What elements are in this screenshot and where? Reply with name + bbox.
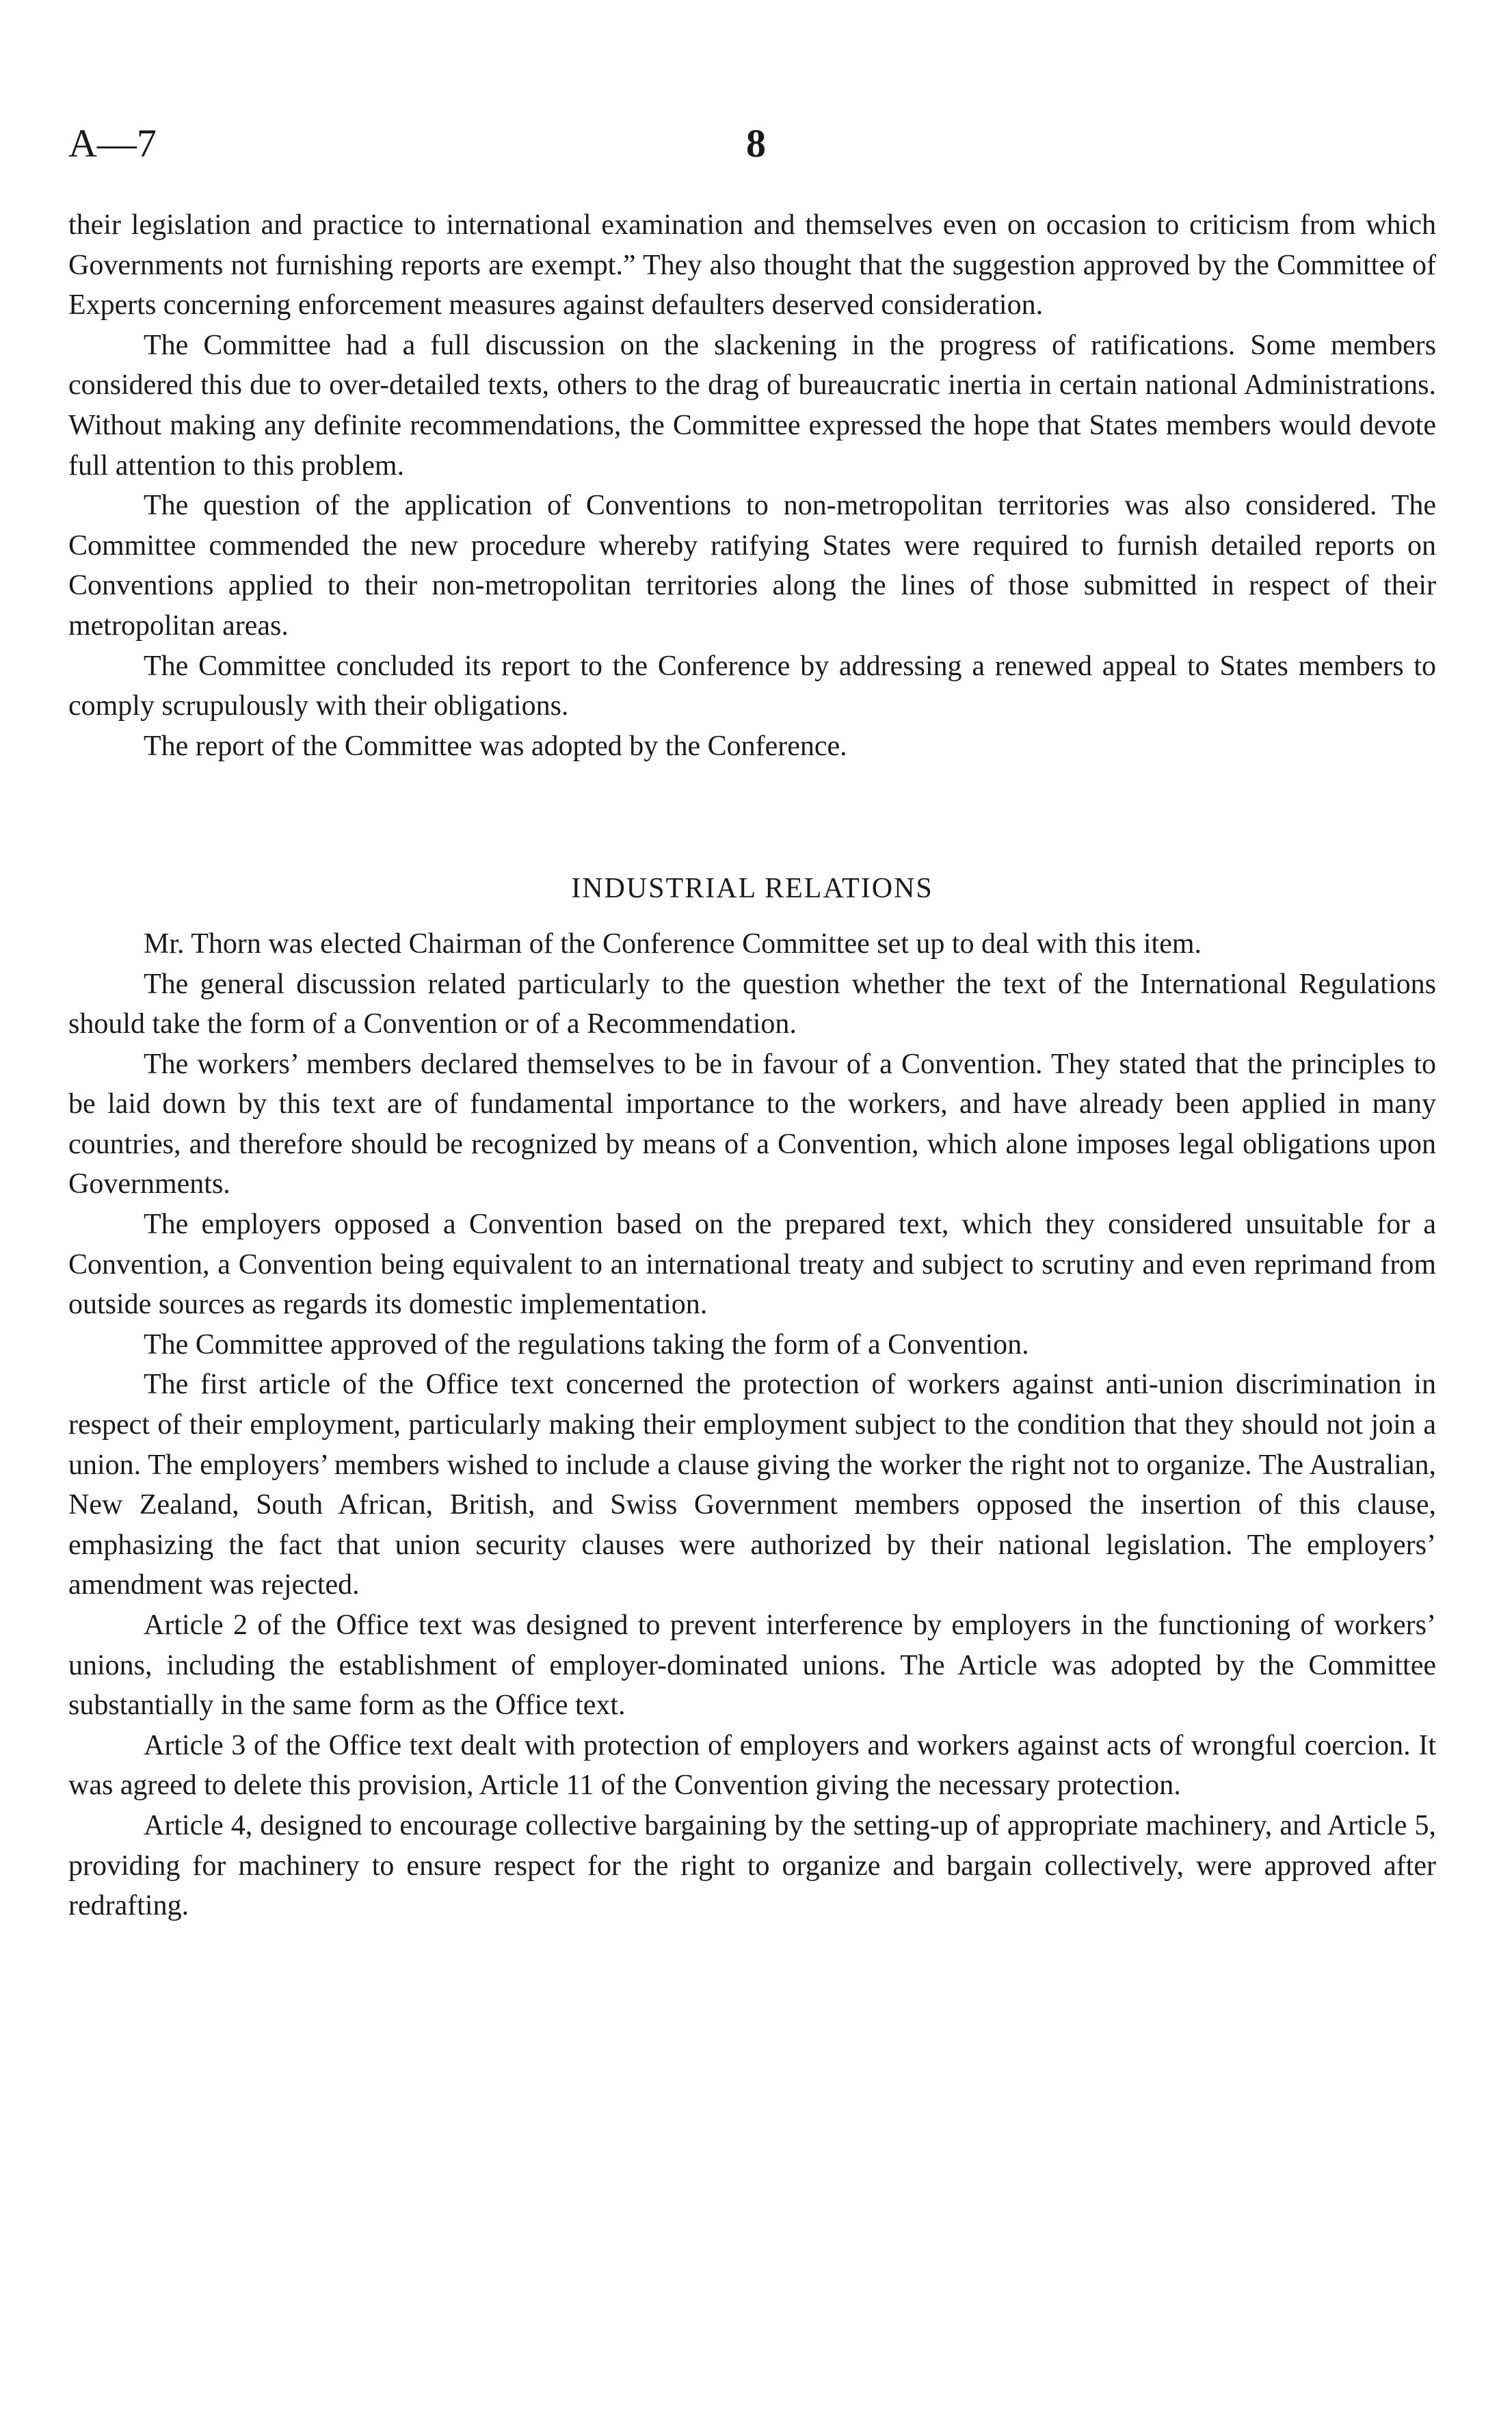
page-body <box>68 205 1436 1926</box>
paragraph-first-article: The first article of the Office text concerned the protection of workers against anti-union discrimination in respect of their employment, particularly making their employment subject to the condition that they should not join a union. The employers’ members wished to include a clause giving the worker the right not to organize. The Australian, New Zealand, South African, British, and Swiss Government members opposed the insertion of this clause, emphasizing the fact that union security clauses were authorized by their national legislation. The employers’ amendment was rejected. <box>68 1369 1436 1601</box>
paragraph-employers: The employers opposed a Convention based on the prepared text, which they considered unsuitable for a Convention, a Convention being equivalent to an international treaty and subject to scrutiny and even reprimand from outside sources as regards its domestic implementation. <box>68 1209 1436 1321</box>
paragraph-renewed-appeal: The Committee concluded its report to the Conference by addressing a renewed appeal to States members to comply scrupulously with their obligations. <box>68 650 1436 722</box>
paragraph-non-metropolitan: The question of the application of Conventions to non-metropolitan territories was also considered. The Committee commended the new procedure whereby ratifying States were required to furnish detailed reports on Conventions applied to their non-metropolitan territories along the lines of those submitted in respect of their metropolitan areas. <box>68 490 1436 642</box>
page-number: 8 <box>746 121 766 166</box>
paragraph-article-4-5: Article 4, designed to encourage collective bargaining by the setting-up of appropriate machinery, and Article 5, providing for machinery to ensure respect for the right to organize and bargain collectively, were approved after redrafting. <box>68 1809 1436 1922</box>
paragraph-workers-members: The workers’ members declared themselves to be in favour of a Convention. They stated that the principles to be laid down by this text are of fundamental importance to the workers, and have already been applied in many countries, and therefore should be recognized by means of a Convention, which alone imposes legal obligations upon Governments. <box>68 1048 1436 1200</box>
continued-paragraph: their legislation and practice to international examination and themselves even on occasion to criticism from which Governments not furnishing reports are exempt.” They also thought that the suggestion approved by the Committee of Experts concerning enforcement measures against defaulters deserved consideration. <box>68 209 1436 321</box>
paragraph-general-discussion: The general discussion related particularly to the question whether the text of the International Regulations should take the form of a Convention or of a Recommendation. <box>68 968 1436 1040</box>
paragraph-article-2: Article 2 of the Office text was designed to prevent interference by employers in the functioning of workers’ unions, including the establishment of employer-dominated unions. The Article was adopted by the Committee substantially in the same form as the Office text. <box>68 1609 1436 1722</box>
paragraph-ratifications: The Committee had a full discussion on the slackening in the progress of ratifications. Some members considered this due to over-detailed texts, others to the drag of bureaucratic inertia in certain national Administrations. Without making any definite recommendations, the Committee expressed the hope that States members would devote full attention to this problem. <box>68 329 1436 482</box>
paragraph-chairman: Mr. Thorn was elected Chairman of the Conference Committee set up to deal with this item. <box>144 928 1202 960</box>
paragraph-article-3: Article 3 of the Office text dealt with protection of employers and workers against acts of wrongful coercion. It was agreed to delete this provision, Article 11 of the Convention giving the necessary protection. <box>68 1729 1436 1802</box>
section-heading: INDUSTRIAL RELATIONS <box>571 873 933 905</box>
paragraph-report-adopted: The report of the Committee was adopted by the Conference. <box>144 730 847 762</box>
page-header <box>0 116 1512 171</box>
paragraph-committee-approved: The Committee approved of the regulations taking the form of a Convention. <box>144 1328 1029 1361</box>
document-reference: A—7 <box>68 121 157 166</box>
